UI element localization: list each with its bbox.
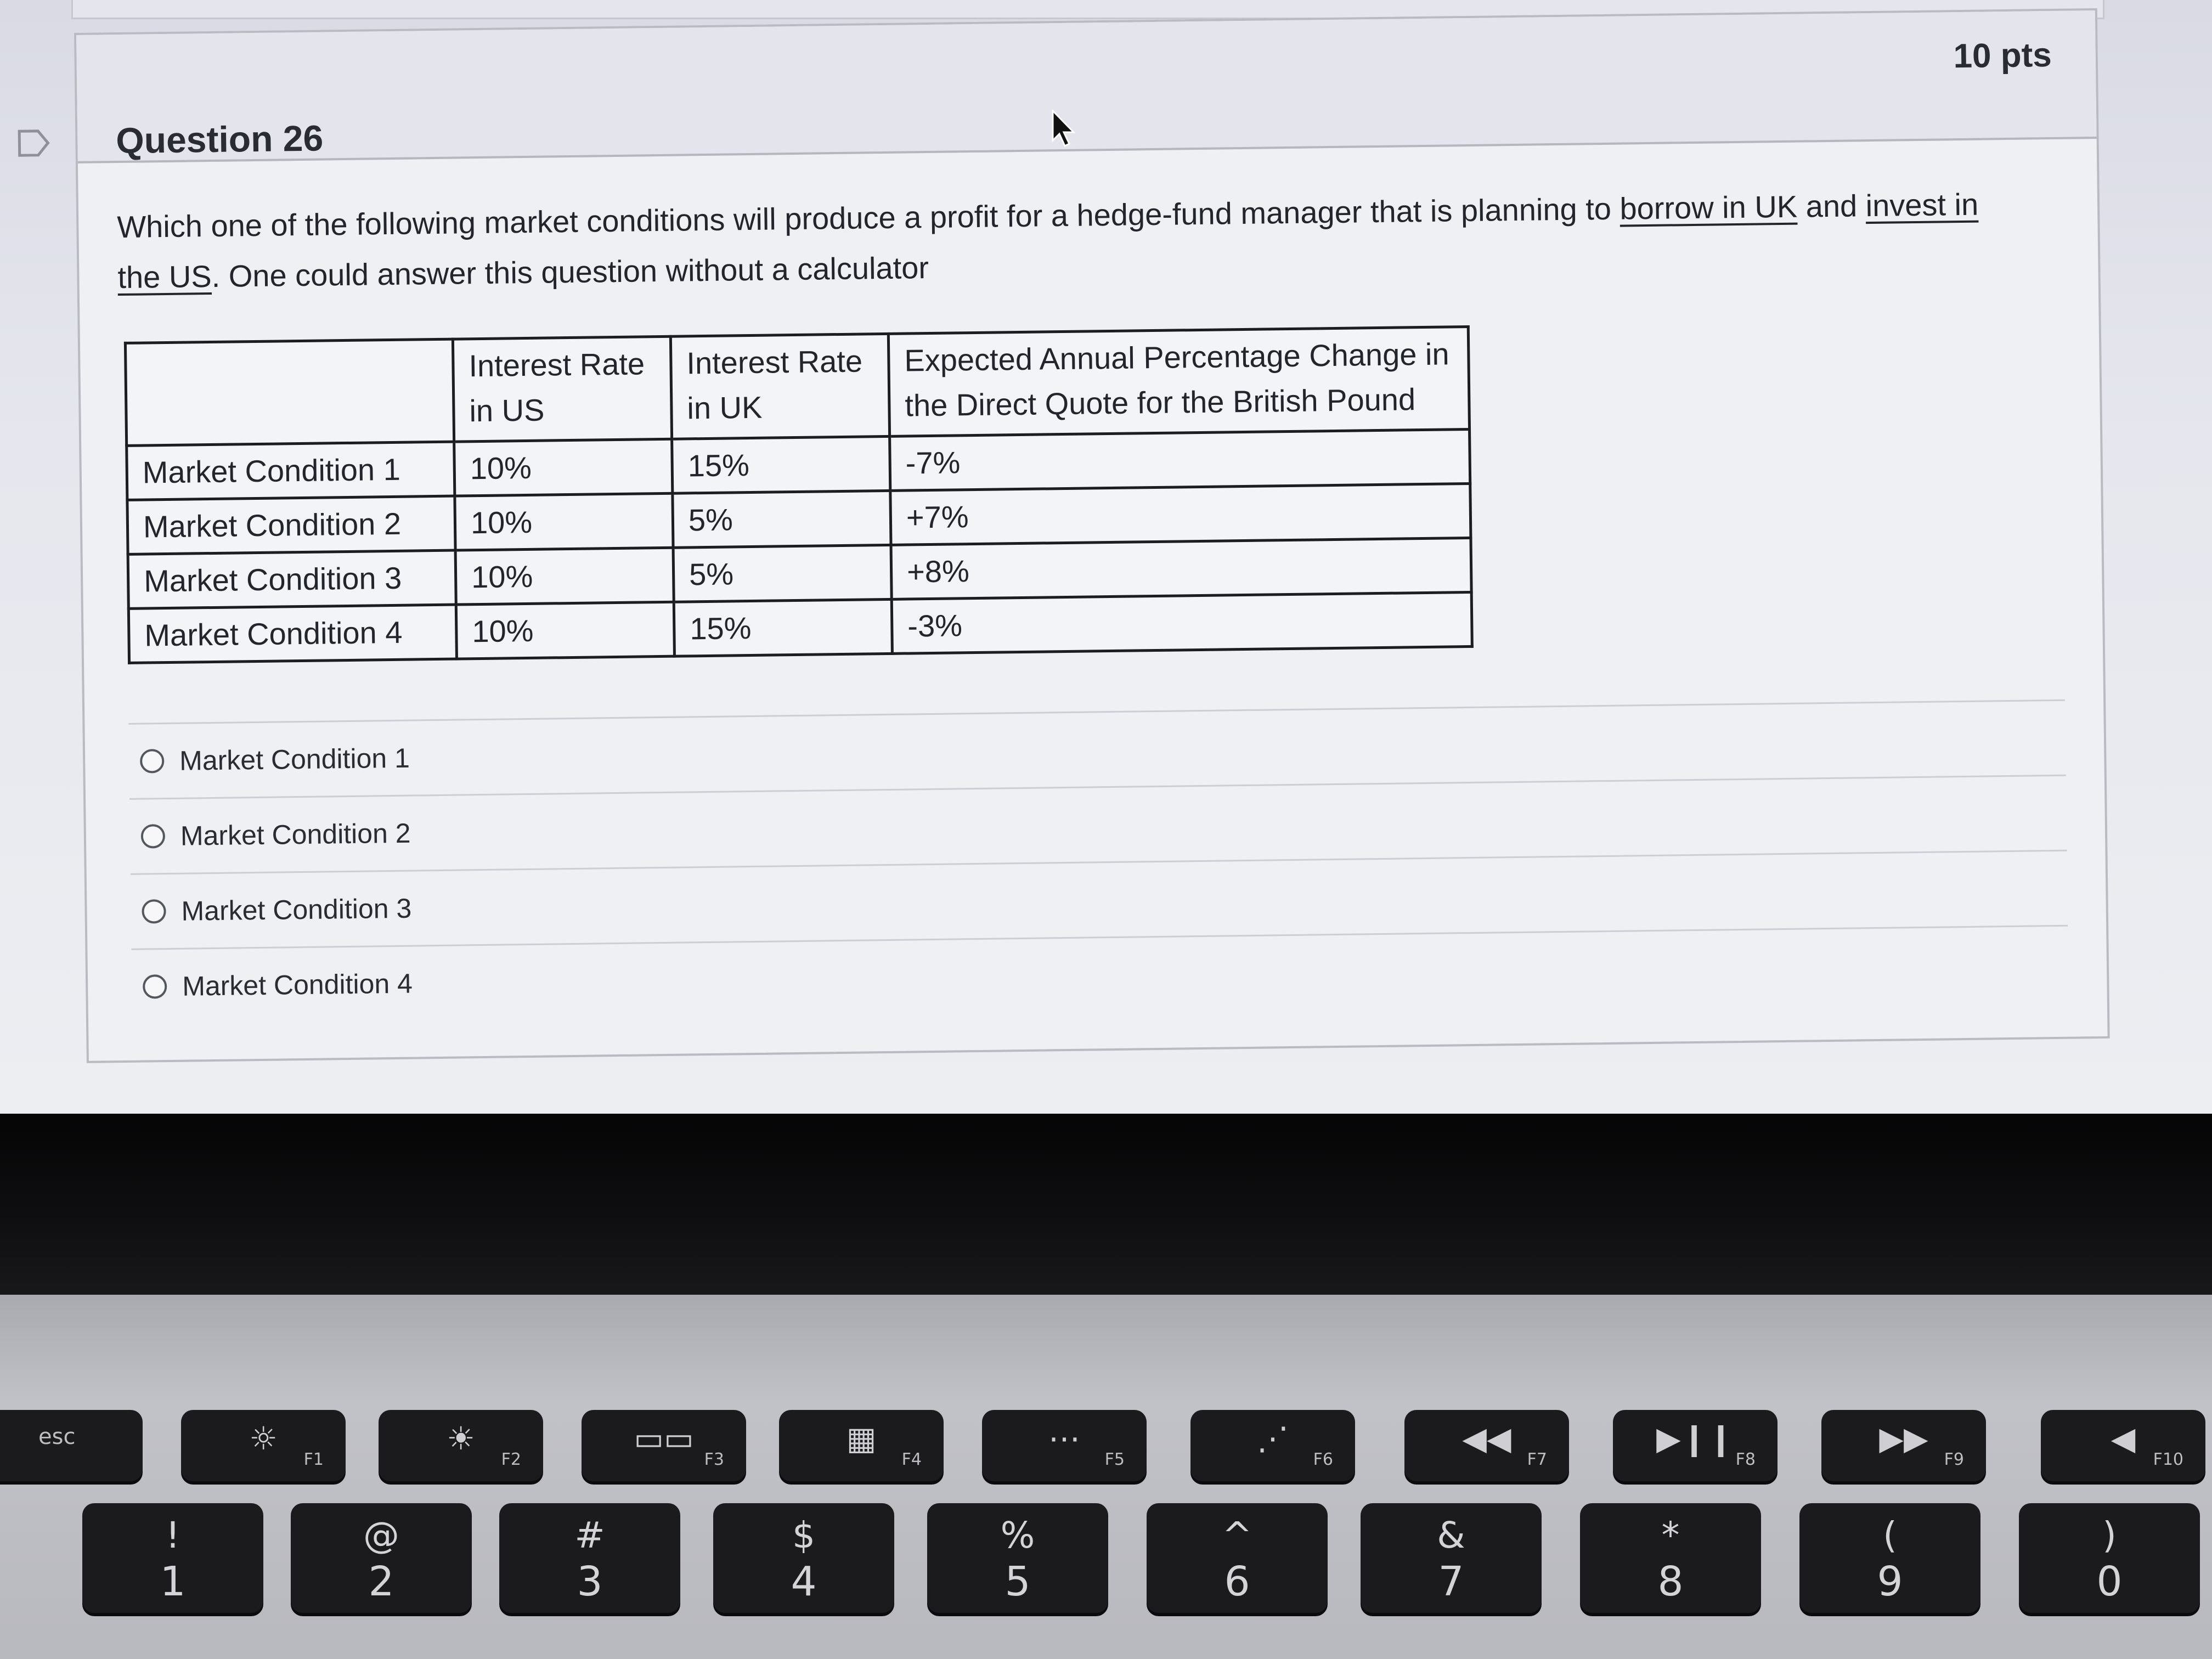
mission-control-icon: ▭▭ [634, 1420, 694, 1457]
key-digit: 9 [1877, 1558, 1903, 1605]
keyboard-light-down-icon: ⋯ [1048, 1420, 1080, 1457]
table-header-cell: Interest Rate in US [453, 336, 672, 442]
key-1[interactable] [82, 1503, 263, 1613]
key-digit: 5 [1005, 1558, 1031, 1605]
key-digit: 4 [791, 1558, 817, 1605]
table-cell: 5% [673, 490, 891, 548]
keyboard-light-up-icon: ⋰ [1257, 1420, 1289, 1457]
table-cell: Market Condition 4 [128, 605, 456, 663]
mouse-pointer-icon [1051, 110, 1078, 148]
key-label: F5 [1104, 1450, 1125, 1469]
launchpad-icon: ▦ [846, 1420, 877, 1457]
table-cell: 10% [454, 439, 673, 496]
key-digit: 6 [1224, 1558, 1250, 1605]
key-digit: 7 [1438, 1558, 1464, 1605]
key-digit: 1 [160, 1558, 186, 1605]
key-label: F4 [901, 1450, 922, 1469]
key-f5[interactable] [982, 1410, 1147, 1481]
key-shift-symbol: * [1661, 1514, 1680, 1556]
table-cell: -7% [890, 429, 1470, 490]
key-7[interactable] [1361, 1503, 1542, 1613]
answer-radio[interactable] [141, 824, 166, 849]
mute-icon: ◀ [2111, 1420, 2136, 1457]
fast-forward-icon: ▶▶ [1879, 1420, 1928, 1457]
question-text-part: and [1797, 188, 1866, 224]
key-8[interactable] [1580, 1503, 1761, 1613]
key-label: F10 [2153, 1450, 2183, 1469]
table-header-cell [125, 339, 454, 445]
key-f10[interactable] [2041, 1410, 2205, 1481]
key-shift-symbol: % [1000, 1514, 1035, 1556]
answer-label: Market Condition 1 [179, 742, 410, 776]
key-shift-symbol: @ [363, 1514, 399, 1556]
key-label: F6 [1313, 1450, 1333, 1469]
table-cell: 10% [455, 493, 673, 550]
key-label: F2 [501, 1450, 521, 1469]
answer-label: Market Condition 4 [182, 968, 413, 1002]
answer-options [128, 699, 2068, 1024]
key-label: esc [38, 1424, 76, 1449]
key-esc[interactable] [0, 1410, 143, 1481]
question-text-part: . One could answer this question without a calculator [211, 250, 929, 294]
key-label: F8 [1735, 1450, 1756, 1469]
key-label: F1 [303, 1450, 324, 1469]
table-cell: 15% [672, 436, 890, 493]
table-cell: +7% [890, 483, 1471, 545]
answer-radio[interactable] [143, 974, 167, 999]
key-f4[interactable] [779, 1410, 944, 1481]
flag-question-icon[interactable] [17, 129, 50, 158]
table-cell: 10% [455, 548, 674, 605]
key-f1[interactable] [181, 1410, 346, 1481]
key-f8[interactable] [1613, 1410, 1778, 1481]
key-f7[interactable] [1404, 1410, 1569, 1481]
key-9[interactable] [1799, 1503, 1980, 1613]
question-card [74, 8, 2110, 1063]
answer-label: Market Condition 3 [181, 893, 412, 927]
key-f6[interactable] [1190, 1410, 1355, 1481]
brightness-down-icon: ☼ [249, 1420, 278, 1457]
key-shift-symbol: ! [165, 1514, 180, 1556]
key-digit: 0 [2096, 1558, 2123, 1605]
table-cell: +8% [891, 538, 1471, 599]
table-cell: 15% [674, 599, 892, 656]
key-shift-symbol: ) [2102, 1514, 2117, 1556]
key-shift-symbol: # [574, 1514, 605, 1556]
table-cell: 5% [673, 545, 891, 602]
key-f3[interactable] [582, 1410, 746, 1481]
question-header [76, 10, 2097, 163]
key-shift-symbol: & [1437, 1514, 1465, 1556]
table-header-cell: Interest Rate in UK [670, 334, 889, 439]
table-header-row [125, 326, 1469, 445]
key-digit: 2 [368, 1558, 394, 1605]
question-text-underlined: invest in the US [117, 187, 1979, 295]
table-header-cell: Expected Annual Percentage Change in the Direct Quote for the British Pound [888, 326, 1469, 436]
key-4[interactable] [713, 1503, 894, 1613]
table-cell: -3% [891, 592, 1472, 653]
key-2[interactable] [291, 1503, 472, 1613]
play-pause-icon: ▶❙❙ [1656, 1420, 1734, 1457]
table-cell: Market Condition 3 [128, 550, 456, 608]
key-digit: 3 [577, 1558, 603, 1605]
table-cell: 10% [456, 602, 674, 659]
key-digit: 8 [1657, 1558, 1684, 1605]
key-shift-symbol: ^ [1222, 1514, 1252, 1556]
table-cell: Market Condition 1 [127, 442, 455, 500]
key-f9[interactable] [1821, 1410, 1986, 1481]
rewind-icon: ◀◀ [1462, 1420, 1511, 1457]
answer-radio[interactable] [140, 749, 165, 774]
question-text-part: Which one of the following market conditions will produce a profit for a hedge-fund manager that is planning to [116, 191, 1620, 245]
key-shift-symbol: ( [1883, 1514, 1897, 1556]
key-label: F7 [1527, 1450, 1547, 1469]
key-shift-symbol: $ [792, 1514, 815, 1556]
question-title: Question 26 [115, 117, 324, 161]
key-3[interactable] [499, 1503, 680, 1613]
table-cell: Market Condition 2 [127, 496, 455, 554]
question-points: 10 pts [1953, 36, 2052, 76]
key-label: F9 [1944, 1450, 1964, 1469]
market-conditions-table [124, 325, 1474, 664]
key-6[interactable] [1147, 1503, 1328, 1613]
key-f2[interactable] [379, 1410, 543, 1481]
brightness-up-icon: ☀ [447, 1420, 475, 1457]
key-label: F3 [704, 1450, 724, 1469]
question-text-underlined: borrow in UK [1620, 189, 1798, 226]
answer-label: Market Condition 2 [180, 817, 411, 851]
key-0[interactable] [2019, 1503, 2200, 1613]
answer-radio[interactable] [142, 899, 166, 924]
question-text [117, 179, 1983, 303]
laptop-bezel [0, 1114, 2212, 1311]
key-5[interactable] [927, 1503, 1108, 1613]
